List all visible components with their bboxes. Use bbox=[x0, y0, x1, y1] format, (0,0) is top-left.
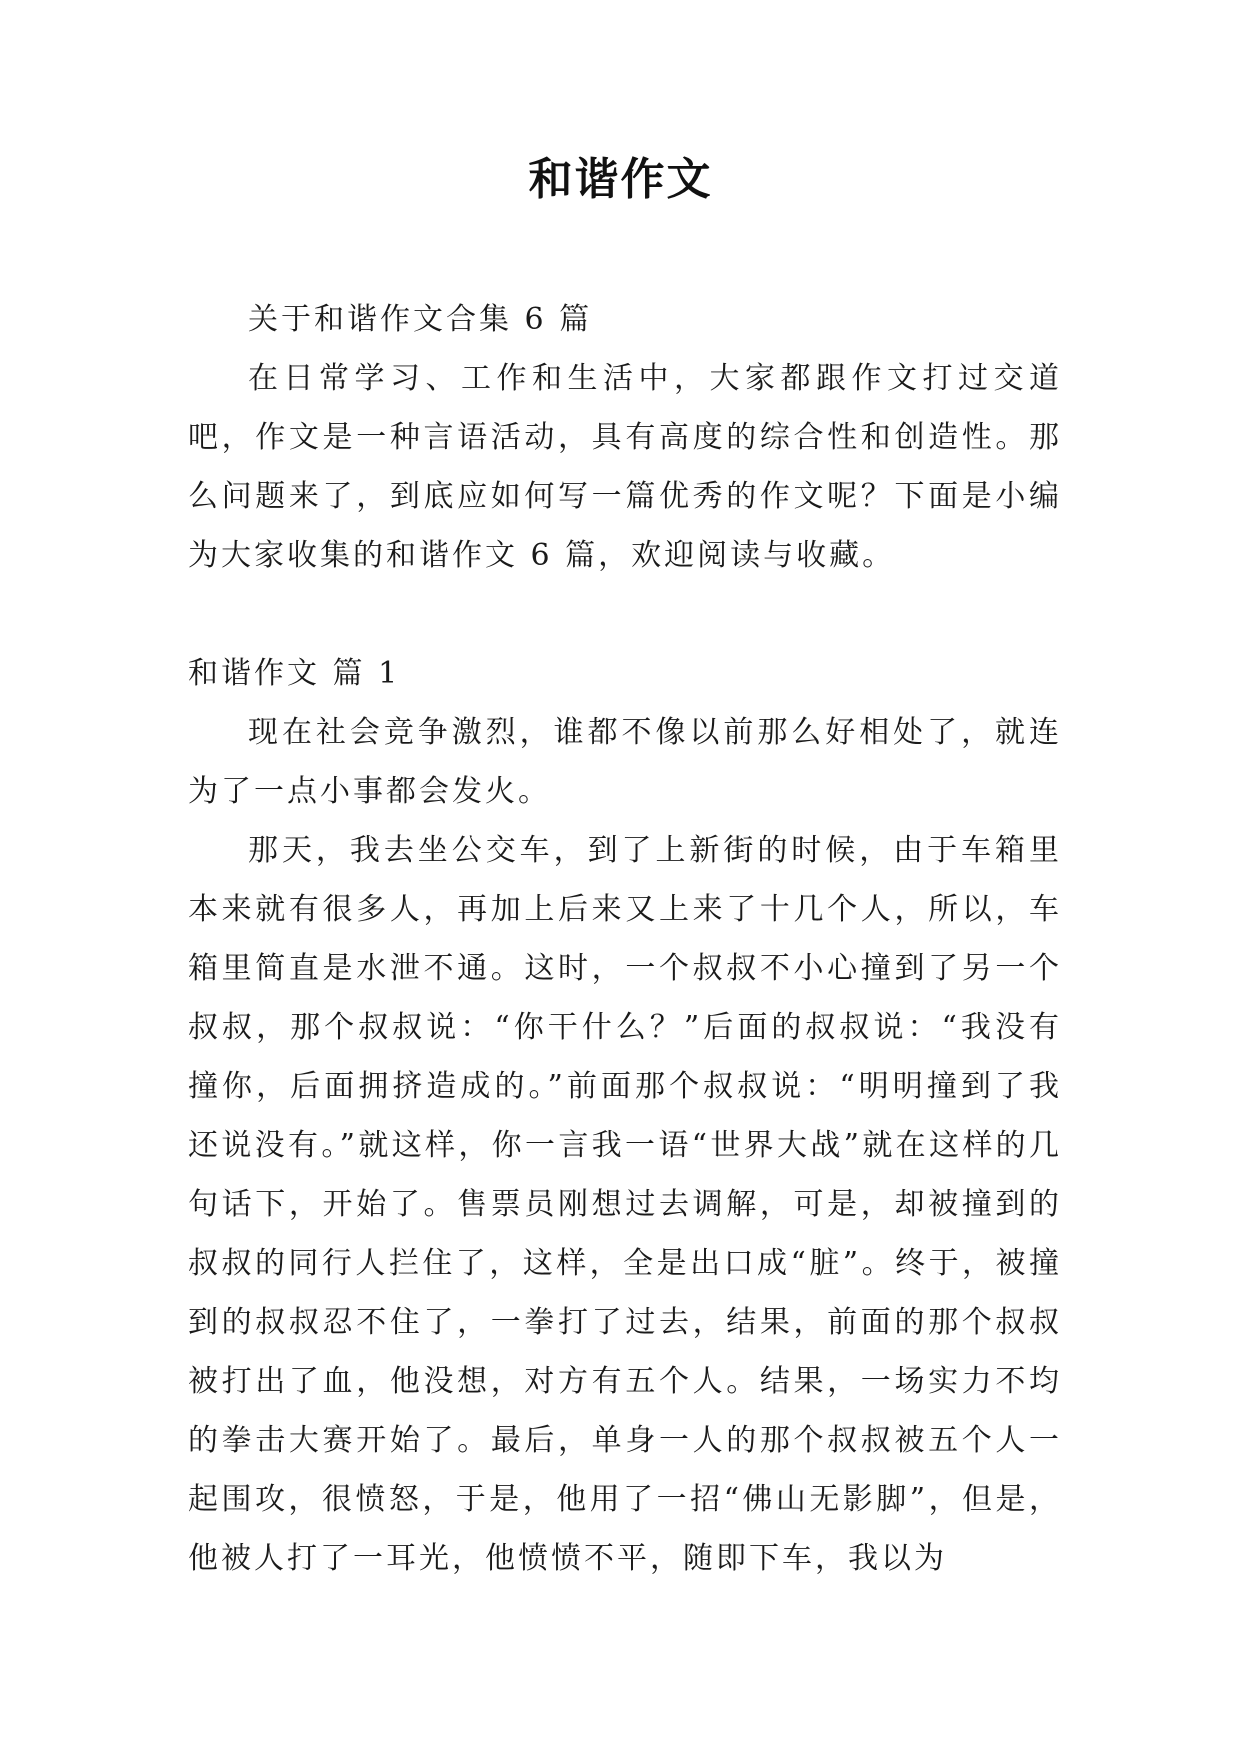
section-heading: 和谐作文 篇 1 bbox=[188, 656, 401, 691]
intro-paragraph: 在日常学习、工作和生活中，大家都跟作文打过交道吧，作文是一种言语活动，具有高度的综合性和创造性。那么问题来了，到底应如何写一篇优秀的作文呢？下面是小编为大家收集的和谐作文 6 篇，欢迎阅读与收藏。 bbox=[188, 361, 1062, 573]
body-paragraph-2: 那天，我去坐公交车，到了上新街的时候，由于车箱里本来就有很多人，再加上后来又上来了十几个人，所以，车箱里简直是水泄不通。这时，一个叔叔不小心撞到了另一个叔叔，那个叔叔说：“你干什么？”后面的叔叔说：“我没有撞你，后面拥挤造成的。”前面那个叔叔说：“明明撞到了我还说没有。”就这样，你一言我一语“世界大战”就在这样的几句话下，开始了。售票员刚想过去调解，可是，却被撞到的叔叔的同行人拦住了，这样，全是出口成“脏”。终于，被撞到的叔叔忍不住了，一拳打了过去，结果，前面的那个叔叔被打出了血，他没想，对方有五个人。结果，一场实力不均的拳击大赛开始了。最后，单身一人的那个叔叔被五个人一起围攻，很愤怒，于是，他用了一招“佛山无影脚”，但是，他被人打了一耳光，他愤愤不平，随即下车，我以为 bbox=[188, 833, 1062, 1576]
collection-subtitle: 关于和谐作文合集 6 篇 bbox=[248, 302, 593, 337]
body-paragraph-1: 现在社会竞争激烈，谁都不像以前那么好相处了，就连为了一点小事都会发火。 bbox=[188, 715, 1062, 809]
document-body bbox=[188, 290, 1062, 1588]
document-title: 和谐作文 bbox=[528, 154, 713, 205]
section-spacer bbox=[188, 585, 1062, 644]
